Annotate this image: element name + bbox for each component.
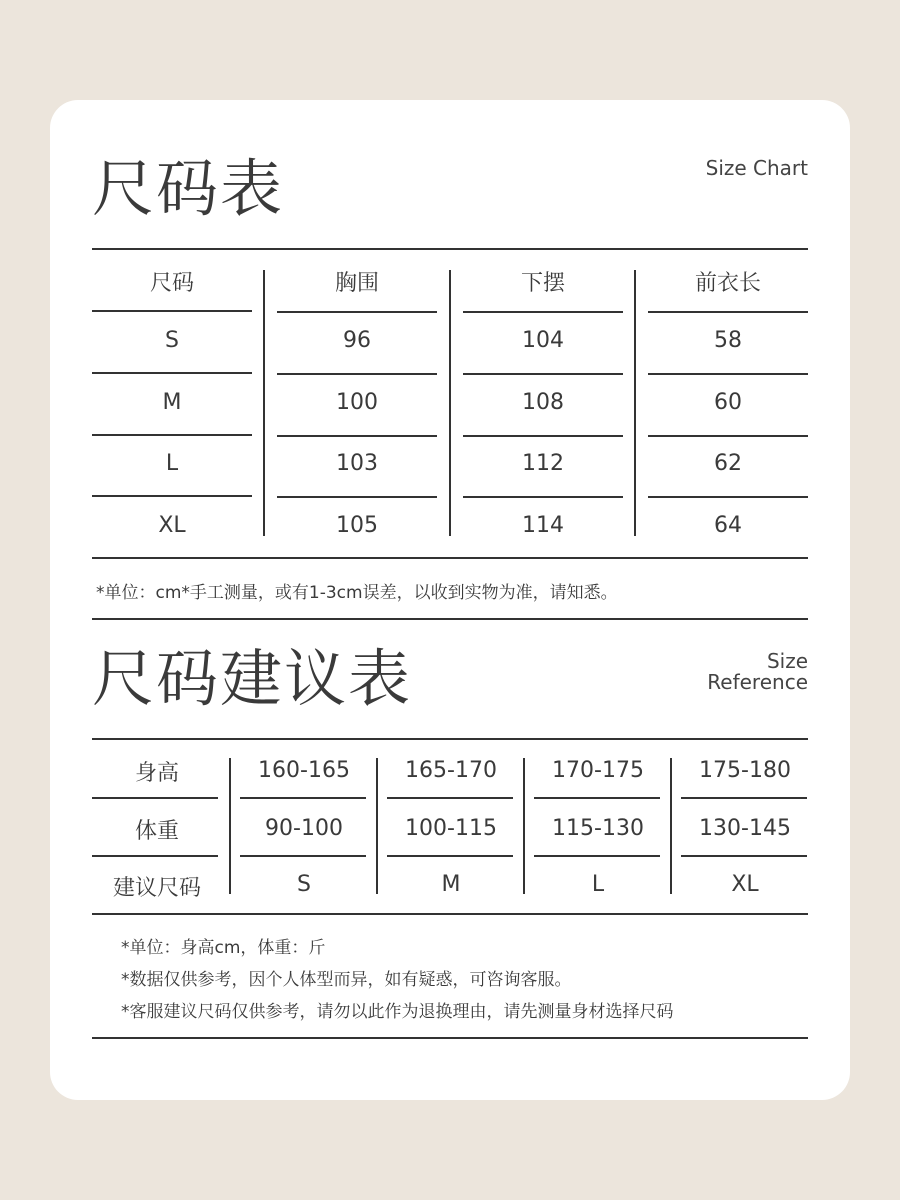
column-divider — [670, 758, 672, 894]
column-divider — [263, 270, 265, 536]
table-cell: L — [591, 872, 605, 897]
table-top-rule — [92, 248, 808, 250]
row-divider — [387, 855, 513, 857]
column-divider — [634, 270, 636, 536]
header-chest: 胸围 — [334, 271, 379, 296]
table-cell: XL — [158, 513, 186, 538]
table-cell: 58 — [714, 328, 742, 353]
table-cell: 114 — [522, 513, 564, 538]
row-divider — [240, 797, 366, 799]
size-reference-subtitle-line1: Size — [766, 649, 808, 673]
table-cell: 170-175 — [552, 758, 644, 783]
row-divider — [277, 311, 437, 313]
table-cell: 115-130 — [552, 816, 644, 841]
table-cell: 175-180 — [699, 758, 791, 783]
row-divider — [92, 495, 252, 497]
table-cell: M — [441, 872, 461, 897]
row-divider — [648, 373, 808, 375]
table-cell: XL — [731, 872, 759, 897]
table-cell: 130-145 — [699, 816, 791, 841]
row-divider — [648, 311, 808, 313]
row-divider — [463, 373, 623, 375]
row-divider — [387, 797, 513, 799]
reference-notes-bottom-rule — [92, 1037, 808, 1039]
row-divider — [534, 797, 660, 799]
row-divider — [463, 311, 623, 313]
table-cell: S — [165, 328, 179, 353]
header-size: 尺码 — [149, 271, 194, 296]
reference-note-2: *数据仅供参考，因个人体型而异，如有疑惑，可咨询客服。 — [121, 970, 572, 990]
table-cell: 105 — [336, 513, 378, 538]
table-cell: 160-165 — [258, 758, 350, 783]
table-cell: 103 — [336, 451, 378, 476]
table-cell: 64 — [714, 513, 742, 538]
table-cell: M — [162, 390, 182, 415]
row-divider — [648, 496, 808, 498]
row-divider — [92, 797, 218, 799]
size-chart-subtitle: Size Chart — [705, 156, 808, 180]
row-divider — [92, 372, 252, 374]
table-cell: 62 — [714, 451, 742, 476]
table-bottom-rule — [92, 557, 808, 559]
column-divider — [376, 758, 378, 894]
row-divider — [463, 496, 623, 498]
row-divider — [277, 373, 437, 375]
row-divider — [240, 855, 366, 857]
row-label-recommended-size: 建议尺码 — [112, 876, 201, 901]
row-divider — [648, 435, 808, 437]
table-cell: 100 — [336, 390, 378, 415]
size-reference-title: 尺码建议表 — [92, 642, 413, 715]
table-cell: 108 — [522, 390, 564, 415]
table-cell: L — [165, 451, 179, 476]
column-divider — [523, 758, 525, 894]
header-front-length: 前衣长 — [694, 271, 761, 296]
table-cell: 104 — [522, 328, 564, 353]
table-cell: 90-100 — [265, 816, 343, 841]
row-divider — [681, 855, 807, 857]
row-divider — [681, 797, 807, 799]
table-cell: S — [297, 872, 311, 897]
header-hem: 下摆 — [520, 271, 565, 296]
column-divider — [229, 758, 231, 894]
reference-table-bottom-rule — [92, 913, 808, 915]
row-divider — [534, 855, 660, 857]
size-chart-note: *单位：cm*手工测量，或有1-3cm误差，以收到实物为准，请知悉。 — [96, 583, 618, 603]
table-cell: 60 — [714, 390, 742, 415]
table-cell: 100-115 — [405, 816, 497, 841]
table-cell: 112 — [522, 451, 564, 476]
row-divider — [92, 310, 252, 312]
row-divider — [92, 434, 252, 436]
table-cell: 96 — [343, 328, 371, 353]
reference-note-1: *单位：身高cm，体重：斤 — [121, 938, 326, 958]
row-divider — [277, 496, 437, 498]
row-divider — [92, 855, 218, 857]
size-reference-subtitle-line2: Reference — [707, 670, 808, 694]
column-divider — [449, 270, 451, 536]
reference-note-3: *客服建议尺码仅供参考，请勿以此作为退换理由，请先测量身材选择尺码 — [121, 1002, 674, 1022]
row-label-height: 身高 — [134, 761, 179, 786]
size-chart-title: 尺码表 — [92, 152, 285, 225]
row-divider — [463, 435, 623, 437]
section-divider — [92, 618, 808, 620]
row-divider — [277, 435, 437, 437]
row-label-weight: 体重 — [134, 819, 179, 844]
reference-table-top-rule — [92, 738, 808, 740]
table-cell: 165-170 — [405, 758, 497, 783]
